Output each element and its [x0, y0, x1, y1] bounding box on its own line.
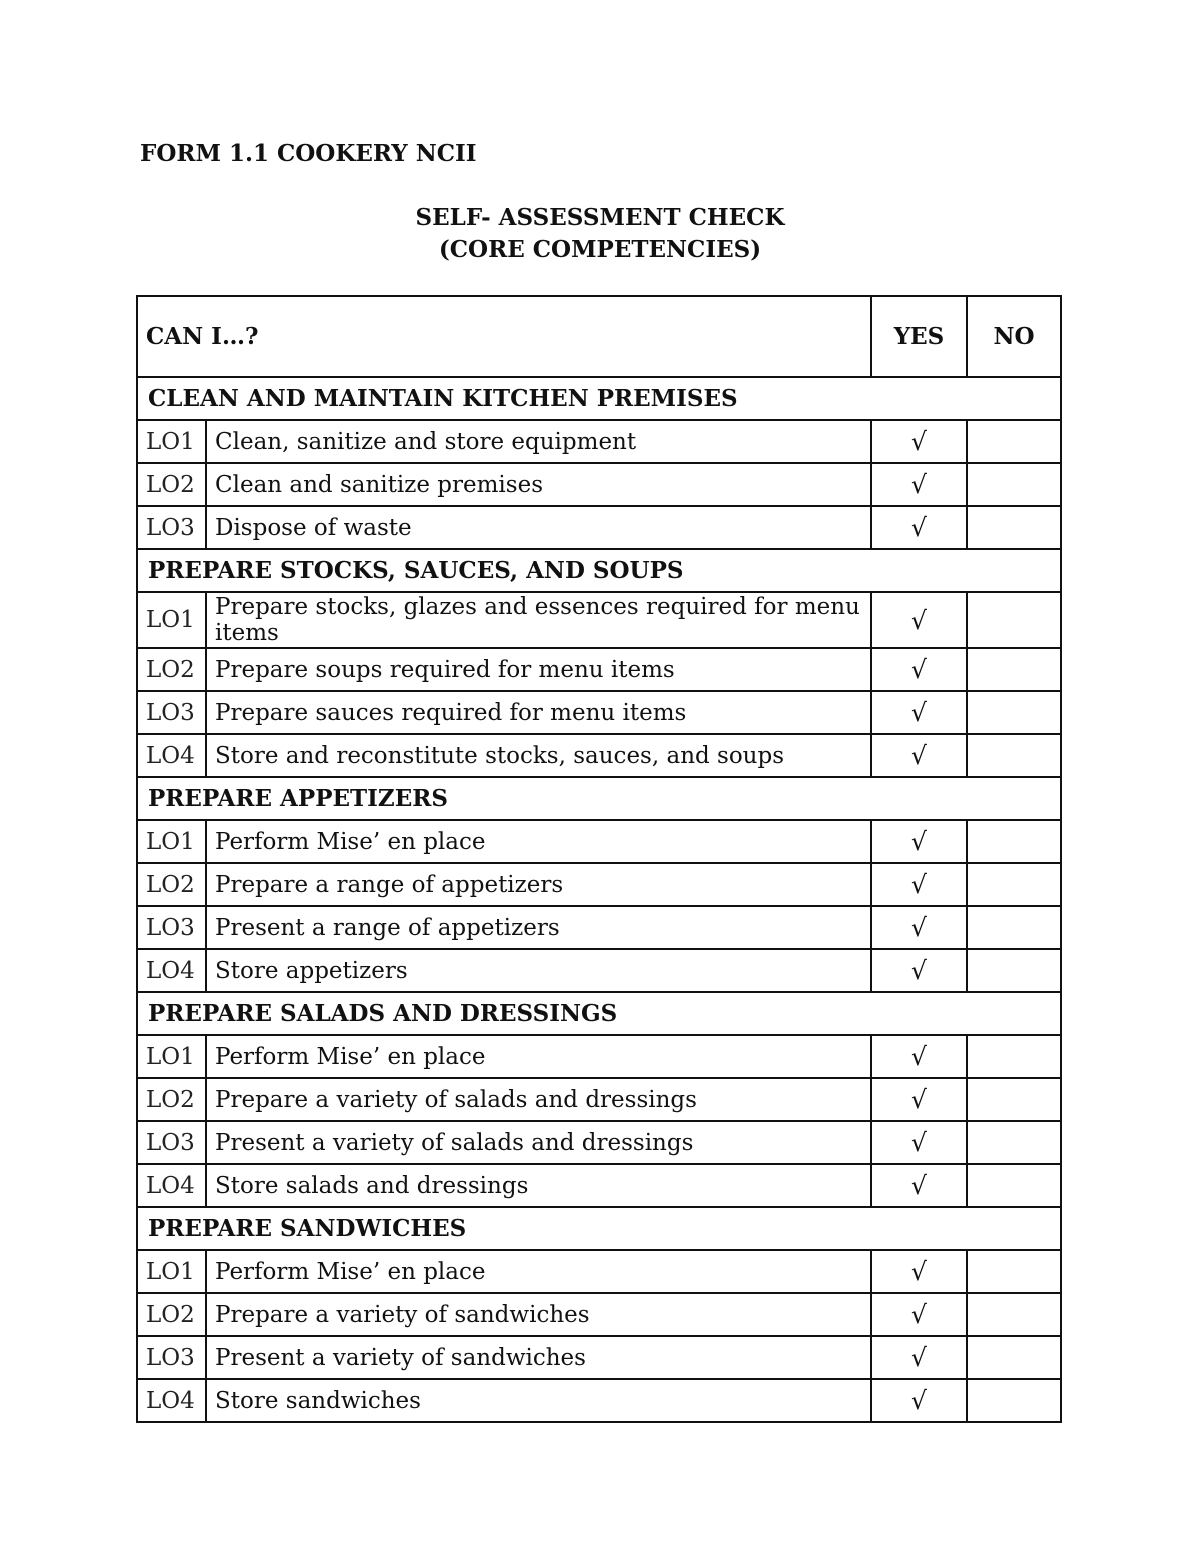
yes-check-cell[interactable]: √ — [871, 648, 967, 691]
no-check-cell[interactable] — [967, 734, 1061, 777]
table-row — [137, 1250, 1061, 1293]
yes-check-cell[interactable]: √ — [871, 1336, 967, 1379]
competency-description: Present a range of appetizers — [206, 906, 871, 949]
yes-check-cell[interactable]: √ — [871, 949, 967, 992]
competency-description: Store sandwiches — [206, 1379, 871, 1422]
no-check-cell[interactable] — [967, 506, 1061, 549]
no-check-cell[interactable] — [967, 691, 1061, 734]
learning-outcome-code: LO2 — [137, 863, 206, 906]
no-check-cell[interactable] — [967, 863, 1061, 906]
learning-outcome-code: LO1 — [137, 820, 206, 863]
competency-description: Present a variety of salads and dressings — [206, 1121, 871, 1164]
no-check-cell[interactable] — [967, 648, 1061, 691]
table-row — [137, 734, 1061, 777]
no-check-cell[interactable] — [967, 463, 1061, 506]
learning-outcome-code: LO2 — [137, 648, 206, 691]
competency-description: Store salads and dressings — [206, 1164, 871, 1207]
competency-description: Present a variety of sandwiches — [206, 1336, 871, 1379]
yes-check-cell[interactable]: √ — [871, 506, 967, 549]
competency-description: Clean and sanitize premises — [206, 463, 871, 506]
table-row — [137, 1121, 1061, 1164]
no-check-cell[interactable] — [967, 1379, 1061, 1422]
learning-outcome-code: LO1 — [137, 1035, 206, 1078]
table-row — [137, 1035, 1061, 1078]
yes-check-cell[interactable]: √ — [871, 906, 967, 949]
section-row — [137, 1207, 1061, 1250]
competency-description: Dispose of waste — [206, 506, 871, 549]
yes-check-cell[interactable]: √ — [871, 1250, 967, 1293]
table-row — [137, 1379, 1061, 1422]
no-check-cell[interactable] — [967, 1293, 1061, 1336]
yes-check-cell[interactable]: √ — [871, 1379, 967, 1422]
learning-outcome-code: LO1 — [137, 592, 206, 648]
no-check-cell[interactable] — [967, 1250, 1061, 1293]
learning-outcome-code: LO4 — [137, 1164, 206, 1207]
no-check-cell[interactable] — [967, 420, 1061, 463]
section-title: PREPARE STOCKS, SAUCES, AND SOUPS — [137, 549, 1061, 592]
learning-outcome-code: LO3 — [137, 1336, 206, 1379]
section-title: CLEAN AND MAINTAIN KITCHEN PREMISES — [137, 377, 1061, 420]
table-row — [137, 691, 1061, 734]
section-row — [137, 549, 1061, 592]
table-row — [137, 420, 1061, 463]
learning-outcome-code: LO3 — [137, 506, 206, 549]
competency-description: Perform Mise’ en place — [206, 820, 871, 863]
page-subheading: (CORE COMPETENCIES) — [438, 236, 762, 263]
yes-check-cell[interactable]: √ — [871, 691, 967, 734]
section-row — [137, 992, 1061, 1035]
learning-outcome-code: LO3 — [137, 906, 206, 949]
yes-check-cell[interactable]: √ — [871, 1078, 967, 1121]
table-row — [137, 506, 1061, 549]
self-assessment-table — [136, 295, 1062, 1423]
competency-description: Perform Mise’ en place — [206, 1035, 871, 1078]
learning-outcome-code: LO3 — [137, 1121, 206, 1164]
no-check-cell[interactable] — [967, 1336, 1061, 1379]
competency-description: Store and reconstitute stocks, sauces, and soups — [206, 734, 871, 777]
header-no: NO — [967, 296, 1061, 377]
competency-description: Prepare a variety of salads and dressings — [206, 1078, 871, 1121]
learning-outcome-code: LO1 — [137, 420, 206, 463]
yes-check-cell[interactable]: √ — [871, 734, 967, 777]
section-row — [137, 777, 1061, 820]
no-check-cell[interactable] — [967, 1164, 1061, 1207]
table-row — [137, 1336, 1061, 1379]
header-yes: YES — [871, 296, 967, 377]
page-heading: SELF- ASSESSMENT CHECK — [415, 204, 785, 231]
learning-outcome-code: LO3 — [137, 691, 206, 734]
table-row — [137, 863, 1061, 906]
table-row — [137, 1078, 1061, 1121]
competency-description: Prepare a variety of sandwiches — [206, 1293, 871, 1336]
table-row — [137, 820, 1061, 863]
learning-outcome-code: LO2 — [137, 1078, 206, 1121]
competency-description: Prepare sauces required for menu items — [206, 691, 871, 734]
competency-description: Perform Mise’ en place — [206, 1250, 871, 1293]
form-title: FORM 1.1 COOKERY NCII — [140, 140, 477, 167]
competency-description: Prepare a range of appetizers — [206, 863, 871, 906]
yes-check-cell[interactable]: √ — [871, 463, 967, 506]
table-row — [137, 949, 1061, 992]
competency-description: Clean, sanitize and store equipment — [206, 420, 871, 463]
section-title: PREPARE SANDWICHES — [137, 1207, 1061, 1250]
yes-check-cell[interactable]: √ — [871, 420, 967, 463]
table-row — [137, 906, 1061, 949]
no-check-cell[interactable] — [967, 1078, 1061, 1121]
no-check-cell[interactable] — [967, 1035, 1061, 1078]
table-row — [137, 463, 1061, 506]
section-title: PREPARE SALADS AND DRESSINGS — [137, 992, 1061, 1035]
section-title: PREPARE APPETIZERS — [137, 777, 1061, 820]
learning-outcome-code: LO4 — [137, 1379, 206, 1422]
table-row — [137, 1293, 1061, 1336]
learning-outcome-code: LO1 — [137, 1250, 206, 1293]
yes-check-cell[interactable]: √ — [871, 1293, 967, 1336]
table-row — [137, 592, 1061, 648]
no-check-cell[interactable] — [967, 949, 1061, 992]
no-check-cell[interactable] — [967, 820, 1061, 863]
learning-outcome-code: LO4 — [137, 949, 206, 992]
competency-description: Store appetizers — [206, 949, 871, 992]
learning-outcome-code: LO2 — [137, 463, 206, 506]
yes-check-cell[interactable]: √ — [871, 1164, 967, 1207]
yes-check-cell[interactable]: √ — [871, 1121, 967, 1164]
yes-check-cell[interactable]: √ — [871, 592, 967, 648]
section-row — [137, 377, 1061, 420]
no-check-cell[interactable] — [967, 1121, 1061, 1164]
learning-outcome-code: LO2 — [137, 1293, 206, 1336]
learning-outcome-code: LO4 — [137, 734, 206, 777]
yes-check-cell[interactable]: √ — [871, 820, 967, 863]
no-check-cell[interactable] — [967, 592, 1061, 648]
competency-description: Prepare stocks, glazes and essences required for menu items — [206, 592, 871, 648]
yes-check-cell[interactable]: √ — [871, 863, 967, 906]
no-check-cell[interactable] — [967, 906, 1061, 949]
table-row — [137, 648, 1061, 691]
competency-description: Prepare soups required for menu items — [206, 648, 871, 691]
yes-check-cell[interactable]: √ — [871, 1035, 967, 1078]
table-row — [137, 1164, 1061, 1207]
table-header-row — [137, 296, 1061, 377]
header-question: CAN I…? — [137, 296, 871, 377]
